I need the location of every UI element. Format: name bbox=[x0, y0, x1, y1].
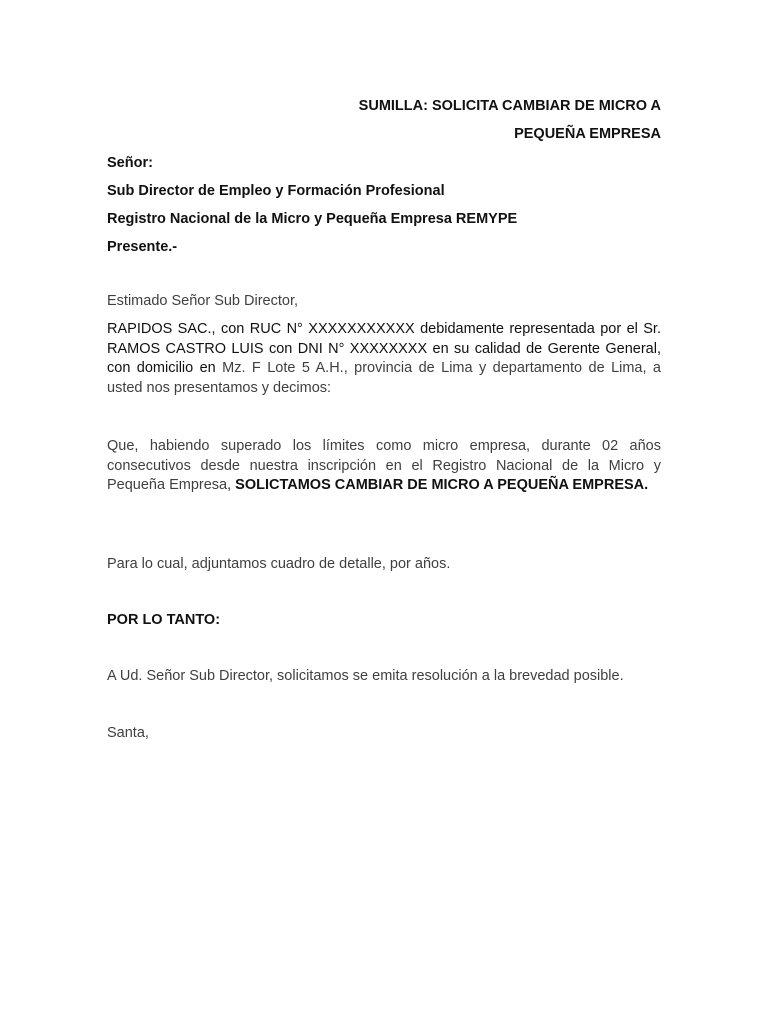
company-domicile-label: General, con domicilio en bbox=[107, 340, 661, 376]
addressee-position: Sub Director de Empleo y Formación Profesional bbox=[107, 183, 445, 199]
request-emphasis-text: SOLICTAMOS CAMBIAR DE MICRO A PEQUEÑA EMPRESA. bbox=[235, 477, 649, 493]
company-address-text: Mz. F Lote 5 A.H., provincia de Lima y departamento de Lima, a usted nos presentamos y decimos: bbox=[107, 360, 661, 396]
greeting: Estimado Señor Sub Director, bbox=[107, 293, 299, 309]
resolution-request: A Ud. Señor Sub Director, solicitamos se emita resolución a la brevedad posible. bbox=[107, 668, 624, 684]
body-paragraph-attachment: Para lo cual, adjuntamos cuadro de detalle, por años. bbox=[107, 556, 451, 572]
letter-page bbox=[107, 0, 661, 1024]
sumilla-line-2: PEQUEÑA EMPRESA bbox=[514, 126, 661, 142]
request-context-text: Que, habiendo superado los límites como micro empresa, durante 02 años consecutivos desde nuestra inscripción en el Registro Nacional de la Micro y Pequeña Empresa, bbox=[107, 438, 661, 493]
addressee-presente: Presente.- bbox=[107, 239, 178, 255]
addressee-salutation: Señor: bbox=[107, 155, 153, 171]
por-lo-tanto-heading: POR LO TANTO: bbox=[107, 612, 221, 628]
addressee-block bbox=[107, 149, 661, 261]
addressee-organization: Registro Nacional de la Micro y Pequeña Empresa REMYPE bbox=[107, 211, 518, 227]
body-paragraph-request bbox=[107, 437, 661, 496]
sumilla-line-1: SUMILLA: SOLICITA CAMBIAR DE MICRO A bbox=[358, 98, 661, 114]
body-paragraph-company bbox=[107, 320, 661, 398]
sumilla-heading bbox=[107, 92, 661, 148]
company-details-text: RAPIDOS SAC., con RUC N° XXXXXXXXXXX debidamente representada por el Sr. RAMOS CASTRO LUIS con DNI N° XXXXXXXX en su calidad de Gerente bbox=[107, 321, 661, 357]
closing-line: Santa, bbox=[107, 725, 149, 741]
